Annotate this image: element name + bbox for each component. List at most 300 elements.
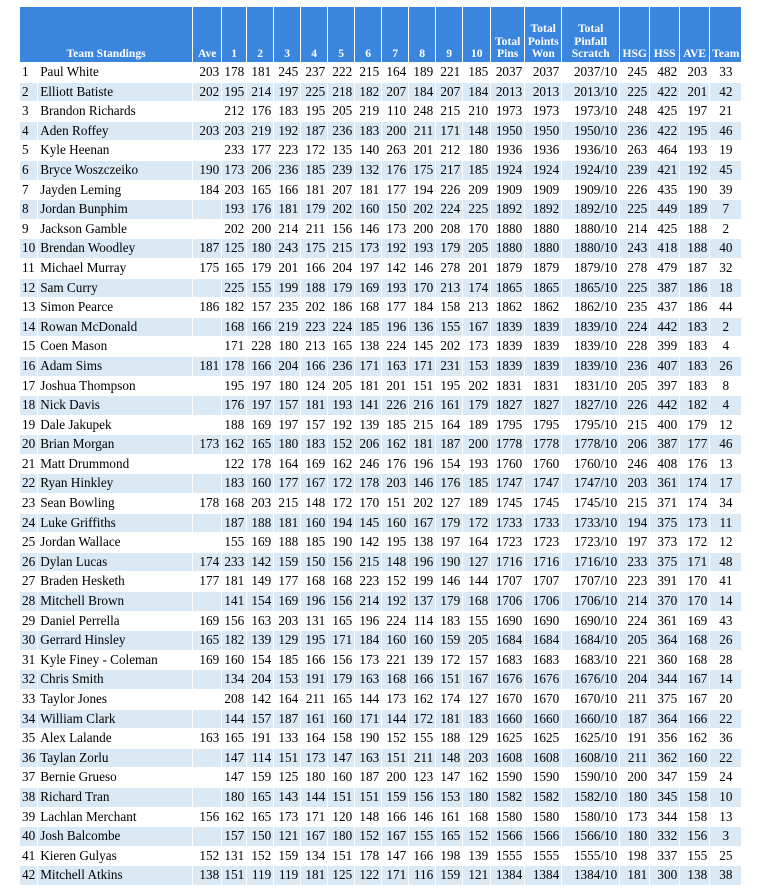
game-5-score-cell: 192 bbox=[328, 415, 355, 435]
game-9-score-cell: 154 bbox=[436, 454, 463, 474]
game-9-score-cell: 181 bbox=[436, 709, 463, 729]
total-pins-cell: 1706 bbox=[491, 592, 525, 612]
game-5-score-cell: 224 bbox=[328, 317, 355, 337]
rank-cell: 18 bbox=[20, 396, 38, 416]
high-single-game-cell: 200 bbox=[620, 768, 650, 788]
game-5-header: 5 bbox=[328, 7, 355, 63]
game-5-score-cell: 172 bbox=[328, 474, 355, 494]
rank-cell: 42 bbox=[20, 866, 38, 886]
game-1-score-cell: 212 bbox=[222, 102, 247, 122]
game-6-score-cell: 181 bbox=[355, 376, 382, 396]
game-7-score-cell: 203 bbox=[382, 474, 409, 494]
total-pinfall-scratch-cell: 1580/10 bbox=[562, 807, 620, 827]
total-pinfall-scratch-cell: 1936/10 bbox=[562, 141, 620, 161]
game-3-score-cell: 164 bbox=[274, 454, 301, 474]
high-single-game-cell: 194 bbox=[620, 513, 650, 533]
high-series-cell: 375 bbox=[650, 513, 680, 533]
game-3-score-cell: 180 bbox=[274, 435, 301, 455]
game-9-score-cell: 159 bbox=[436, 866, 463, 886]
total-pins-cell: 1590 bbox=[491, 768, 525, 788]
game-7-score-cell: 142 bbox=[382, 258, 409, 278]
hss-header: HSS bbox=[650, 7, 680, 63]
game-3-score-cell: 157 bbox=[274, 396, 301, 416]
game-3-score-cell: 151 bbox=[274, 748, 301, 768]
rank-cell: 2 bbox=[20, 82, 38, 102]
rank-cell: 37 bbox=[20, 768, 38, 788]
total-pinfall-scratch-cell: 1745/10 bbox=[562, 494, 620, 514]
game-4-score-cell: 161 bbox=[301, 709, 328, 729]
game-1-score-cell: 165 bbox=[222, 258, 247, 278]
total-pinfall-scratch-cell: 1880/10 bbox=[562, 239, 620, 259]
entering-average-cell: 174 bbox=[193, 552, 222, 572]
average-cell: 169 bbox=[680, 611, 710, 631]
standings-row bbox=[20, 768, 742, 788]
game-1-score-cell: 195 bbox=[222, 82, 247, 102]
entering-average-cell bbox=[193, 748, 222, 768]
standings-row bbox=[20, 435, 742, 455]
game-5-score-cell: 135 bbox=[328, 141, 355, 161]
total-pins-cell: 2037 bbox=[491, 63, 525, 83]
game-4-score-cell: 180 bbox=[301, 768, 328, 788]
team-number-cell: 12 bbox=[710, 533, 742, 553]
rank-cell: 17 bbox=[20, 376, 38, 396]
game-3-score-cell: 177 bbox=[274, 474, 301, 494]
game-7-score-cell: 166 bbox=[382, 807, 409, 827]
game-5-score-cell: 156 bbox=[328, 552, 355, 572]
game-2-score-cell: 188 bbox=[247, 513, 274, 533]
game-8-score-cell: 114 bbox=[409, 611, 436, 631]
total-points-won-cell: 1555 bbox=[525, 846, 562, 866]
game-8-score-cell: 145 bbox=[409, 337, 436, 357]
high-series-cell: 361 bbox=[650, 611, 680, 631]
game-5-score-cell: 160 bbox=[328, 709, 355, 729]
average-cell: 171 bbox=[680, 552, 710, 572]
total-pins-cell: 1745 bbox=[491, 494, 525, 514]
game-1-score-cell: 202 bbox=[222, 219, 247, 239]
total-pinfall-scratch-cell: 1608/10 bbox=[562, 748, 620, 768]
high-single-game-cell: 214 bbox=[620, 592, 650, 612]
standings-row bbox=[20, 533, 742, 553]
rank-cell: 9 bbox=[20, 219, 38, 239]
total-pins-cell: 1936 bbox=[491, 141, 525, 161]
game-5-score-cell: 204 bbox=[328, 258, 355, 278]
game-7-score-cell: 196 bbox=[382, 317, 409, 337]
high-single-game-cell: 180 bbox=[620, 787, 650, 807]
game-2-score-cell: 214 bbox=[247, 82, 274, 102]
game-4-score-cell: 202 bbox=[301, 298, 328, 318]
standings-row bbox=[20, 258, 742, 278]
total-pins-cell: 1707 bbox=[491, 572, 525, 592]
game-2-score-cell: 139 bbox=[247, 631, 274, 651]
total-points-won-cell: 1660 bbox=[525, 709, 562, 729]
game-4-header: 4 bbox=[301, 7, 328, 63]
game-10-score-cell: 179 bbox=[463, 396, 491, 416]
bowler-name-cell: Michael Murray bbox=[38, 258, 193, 278]
total-points-won-cell: 1707 bbox=[525, 572, 562, 592]
game-4-score-cell: 150 bbox=[301, 552, 328, 572]
game-8-score-cell: 211 bbox=[409, 121, 436, 141]
entering-average-cell bbox=[193, 768, 222, 788]
total-points-won-cell: 1973 bbox=[525, 102, 562, 122]
game-7-score-cell: 147 bbox=[382, 846, 409, 866]
game-8-score-cell: 162 bbox=[409, 690, 436, 710]
total-pins-cell: 1827 bbox=[491, 396, 525, 416]
total-pinfall-scratch-cell: 1733/10 bbox=[562, 513, 620, 533]
team-number-cell: 34 bbox=[710, 494, 742, 514]
game-6-score-cell: 144 bbox=[355, 690, 382, 710]
game-8-score-cell: 146 bbox=[409, 474, 436, 494]
game-3-score-cell: 169 bbox=[274, 592, 301, 612]
game-3-header: 3 bbox=[274, 7, 301, 63]
high-series-cell: 364 bbox=[650, 709, 680, 729]
average-cell: 182 bbox=[680, 396, 710, 416]
high-single-game-cell: 187 bbox=[620, 709, 650, 729]
game-7-score-cell: 177 bbox=[382, 180, 409, 200]
game-1-score-cell: 171 bbox=[222, 337, 247, 357]
game-2-score-cell: 180 bbox=[247, 239, 274, 259]
game-7-score-cell: 152 bbox=[382, 729, 409, 749]
game-9-score-cell: 158 bbox=[436, 298, 463, 318]
game-1-header: 1 bbox=[222, 7, 247, 63]
high-series-cell: 300 bbox=[650, 866, 680, 886]
rank-cell: 38 bbox=[20, 787, 38, 807]
standings-row bbox=[20, 102, 742, 122]
high-single-game-cell: 205 bbox=[620, 631, 650, 651]
bowler-name-cell: Sean Bowling bbox=[38, 494, 193, 514]
total-pins-cell: 2013 bbox=[491, 82, 525, 102]
game-8-score-cell: 166 bbox=[409, 846, 436, 866]
game-5-score-cell: 152 bbox=[328, 435, 355, 455]
game-9-score-cell: 174 bbox=[436, 690, 463, 710]
average-cell: 188 bbox=[680, 219, 710, 239]
game-1-score-cell: 144 bbox=[222, 709, 247, 729]
average-cell: 162 bbox=[680, 729, 710, 749]
game-6-score-cell: 184 bbox=[355, 631, 382, 651]
total-pins-cell: 1950 bbox=[491, 121, 525, 141]
average-cell: 176 bbox=[680, 454, 710, 474]
average-header: AVE bbox=[680, 7, 710, 63]
game-6-score-cell: 160 bbox=[355, 200, 382, 220]
average-cell: 186 bbox=[680, 298, 710, 318]
entering-average-cell: 190 bbox=[193, 160, 222, 180]
total-points-won-cell: 1683 bbox=[525, 650, 562, 670]
game-8-score-cell: 151 bbox=[409, 376, 436, 396]
game-5-score-cell: 205 bbox=[328, 102, 355, 122]
game-3-score-cell: 188 bbox=[274, 533, 301, 553]
game-6-score-cell: 214 bbox=[355, 592, 382, 612]
bowler-name-cell: Bryce Woszczeiko bbox=[38, 160, 193, 180]
game-5-score-cell: 125 bbox=[328, 866, 355, 886]
game-2-score-cell: 181 bbox=[247, 63, 274, 83]
average-cell: 177 bbox=[680, 435, 710, 455]
game-4-score-cell: 213 bbox=[301, 337, 328, 357]
high-series-cell: 442 bbox=[650, 396, 680, 416]
total-pins-header-line-2: Pins bbox=[497, 47, 519, 61]
total-pinfall-scratch-cell: 1865/10 bbox=[562, 278, 620, 298]
game-2-score-cell: 142 bbox=[247, 552, 274, 572]
game-2-score-cell: 150 bbox=[247, 827, 274, 847]
high-series-cell: 373 bbox=[650, 533, 680, 553]
entering-average-cell bbox=[193, 337, 222, 357]
game-6-score-cell: 246 bbox=[355, 454, 382, 474]
game-10-score-cell: 152 bbox=[463, 827, 491, 847]
high-single-game-cell: 223 bbox=[620, 572, 650, 592]
game-8-score-cell: 139 bbox=[409, 650, 436, 670]
game-1-score-cell: 160 bbox=[222, 650, 247, 670]
total-pins-cell: 1879 bbox=[491, 258, 525, 278]
game-10-score-cell: 121 bbox=[463, 866, 491, 886]
standings-row bbox=[20, 650, 742, 670]
average-cell: 193 bbox=[680, 141, 710, 161]
bowler-name-cell: Mitchell Brown bbox=[38, 592, 193, 612]
total-pinfall-scratch-cell: 1862/10 bbox=[562, 298, 620, 318]
bowler-name-cell: Lachlan Merchant bbox=[38, 807, 193, 827]
total-pins-cell: 1566 bbox=[491, 827, 525, 847]
game-3-score-cell: 180 bbox=[274, 376, 301, 396]
game-3-score-cell: 133 bbox=[274, 729, 301, 749]
total-pins-cell: 1865 bbox=[491, 278, 525, 298]
bowler-name-cell: Coen Mason bbox=[38, 337, 193, 357]
game-5-score-cell: 151 bbox=[328, 787, 355, 807]
game-10-score-cell: 193 bbox=[463, 454, 491, 474]
total-points-won-cell: 1892 bbox=[525, 200, 562, 220]
entering-average-cell bbox=[193, 278, 222, 298]
game-9-score-cell: 212 bbox=[436, 141, 463, 161]
total-pins-cell: 1555 bbox=[491, 846, 525, 866]
bowler-name-cell: Paul White bbox=[38, 63, 193, 83]
game-10-score-cell: 189 bbox=[463, 415, 491, 435]
rank-cell: 7 bbox=[20, 180, 38, 200]
standings-row bbox=[20, 337, 742, 357]
game-10-header: 10 bbox=[463, 7, 491, 63]
game-6-score-cell: 215 bbox=[355, 63, 382, 83]
game-2-score-cell: 160 bbox=[247, 474, 274, 494]
header-row bbox=[20, 7, 742, 63]
total-points-won-cell: 1580 bbox=[525, 807, 562, 827]
total-pinfall-scratch-cell: 1660/10 bbox=[562, 709, 620, 729]
game-8-score-cell: 146 bbox=[409, 258, 436, 278]
team-number-cell: 18 bbox=[710, 278, 742, 298]
average-cell: 167 bbox=[680, 690, 710, 710]
high-single-game-cell: 197 bbox=[620, 533, 650, 553]
high-series-cell: 464 bbox=[650, 141, 680, 161]
bowler-name-cell: Bernie Grueso bbox=[38, 768, 193, 788]
standings-row bbox=[20, 494, 742, 514]
game-6-score-cell: 139 bbox=[355, 415, 382, 435]
game-8-score-cell: 216 bbox=[409, 396, 436, 416]
game-4-score-cell: 185 bbox=[301, 160, 328, 180]
game-5-score-cell: 218 bbox=[328, 82, 355, 102]
bowler-name-cell: Ryan Hinkley bbox=[38, 474, 193, 494]
total-points-won-cell: 1716 bbox=[525, 552, 562, 572]
game-10-score-cell: 127 bbox=[463, 690, 491, 710]
game-1-score-cell: 165 bbox=[222, 729, 247, 749]
high-series-cell: 375 bbox=[650, 690, 680, 710]
game-4-score-cell: 169 bbox=[301, 454, 328, 474]
bowler-name-cell: Sam Curry bbox=[38, 278, 193, 298]
high-single-game-cell: 226 bbox=[620, 396, 650, 416]
high-series-cell: 344 bbox=[650, 807, 680, 827]
high-series-cell: 391 bbox=[650, 572, 680, 592]
total-points-won-cell: 1839 bbox=[525, 337, 562, 357]
game-1-score-cell: 182 bbox=[222, 631, 247, 651]
rank-cell: 30 bbox=[20, 631, 38, 651]
game-3-score-cell: 192 bbox=[274, 121, 301, 141]
game-8-score-cell: 116 bbox=[409, 866, 436, 886]
high-single-game-cell: 243 bbox=[620, 239, 650, 259]
bowler-name-cell: Mitchell Atkins bbox=[38, 866, 193, 886]
game-3-score-cell: 214 bbox=[274, 219, 301, 239]
total-pinfall-scratch-cell: 1590/10 bbox=[562, 768, 620, 788]
bowler-name-cell: Taylan Zorlu bbox=[38, 748, 193, 768]
rank-cell: 11 bbox=[20, 258, 38, 278]
high-single-game-cell: 180 bbox=[620, 827, 650, 847]
game-6-score-cell: 168 bbox=[355, 298, 382, 318]
game-8-score-cell: 181 bbox=[409, 435, 436, 455]
total-pinfall-scratch-cell: 1747/10 bbox=[562, 474, 620, 494]
game-5-score-cell: 162 bbox=[328, 454, 355, 474]
average-cell: 170 bbox=[680, 572, 710, 592]
game-10-score-cell: 200 bbox=[463, 435, 491, 455]
game-4-score-cell: 211 bbox=[301, 219, 328, 239]
average-cell: 188 bbox=[680, 239, 710, 259]
game-6-score-cell: 145 bbox=[355, 513, 382, 533]
rank-cell: 26 bbox=[20, 552, 38, 572]
game-5-score-cell: 165 bbox=[328, 337, 355, 357]
standings-row bbox=[20, 317, 742, 337]
game-2-score-cell: 176 bbox=[247, 102, 274, 122]
high-single-game-cell: 224 bbox=[620, 317, 650, 337]
entering-average-cell: 169 bbox=[193, 611, 222, 631]
standings-row bbox=[20, 670, 742, 690]
game-8-score-cell: 200 bbox=[409, 219, 436, 239]
total-points-won-cell: 1745 bbox=[525, 494, 562, 514]
high-single-game-cell: 224 bbox=[620, 611, 650, 631]
game-6-score-cell: 171 bbox=[355, 709, 382, 729]
average-cell: 183 bbox=[680, 337, 710, 357]
bowler-name-cell: Kyle Heenan bbox=[38, 141, 193, 161]
total-points-won-header-line-3: Won bbox=[531, 47, 555, 61]
bowler-name-cell: Brandon Richards bbox=[38, 102, 193, 122]
entering-average-cell bbox=[193, 670, 222, 690]
team-number-header: Team bbox=[710, 7, 742, 63]
game-10-score-cell: 155 bbox=[463, 611, 491, 631]
standings-row bbox=[20, 141, 742, 161]
total-pins-cell: 1683 bbox=[491, 650, 525, 670]
game-9-score-cell: 179 bbox=[436, 513, 463, 533]
game-4-score-cell: 175 bbox=[301, 239, 328, 259]
game-5-score-cell: 156 bbox=[328, 219, 355, 239]
game-8-score-cell: 199 bbox=[409, 572, 436, 592]
average-cell: 195 bbox=[680, 121, 710, 141]
game-10-score-cell: 167 bbox=[463, 317, 491, 337]
game-4-score-cell: 144 bbox=[301, 787, 328, 807]
total-points-won-cell: 1778 bbox=[525, 435, 562, 455]
total-points-won-cell: 1608 bbox=[525, 748, 562, 768]
game-8-score-cell: 196 bbox=[409, 552, 436, 572]
game-7-score-cell: 151 bbox=[382, 748, 409, 768]
total-points-won-cell: 1625 bbox=[525, 729, 562, 749]
entering-average-cell: 177 bbox=[193, 572, 222, 592]
entering-average-cell: 152 bbox=[193, 846, 222, 866]
entering-average-cell bbox=[193, 827, 222, 847]
game-1-score-cell: 183 bbox=[222, 474, 247, 494]
total-pins-cell: 1760 bbox=[491, 454, 525, 474]
rank-cell: 1 bbox=[20, 63, 38, 83]
game-10-score-cell: 203 bbox=[463, 748, 491, 768]
team-number-cell: 45 bbox=[710, 160, 742, 180]
high-series-cell: 399 bbox=[650, 337, 680, 357]
total-pins-cell: 1582 bbox=[491, 787, 525, 807]
game-4-score-cell: 166 bbox=[301, 650, 328, 670]
game-9-score-cell: 146 bbox=[436, 572, 463, 592]
team-number-cell: 12 bbox=[710, 415, 742, 435]
entering-average-cell bbox=[193, 454, 222, 474]
high-single-game-cell: 211 bbox=[620, 690, 650, 710]
total-pinfall-scratch-cell: 1950/10 bbox=[562, 121, 620, 141]
game-8-score-cell: 202 bbox=[409, 200, 436, 220]
team-number-cell: 13 bbox=[710, 454, 742, 474]
team-number-cell: 11 bbox=[710, 513, 742, 533]
total-pinfall-scratch-cell: 1706/10 bbox=[562, 592, 620, 612]
total-pinfall-scratch-cell: 1716/10 bbox=[562, 552, 620, 572]
average-cell: 201 bbox=[680, 82, 710, 102]
total-pins-cell: 1880 bbox=[491, 219, 525, 239]
game-8-score-cell: 211 bbox=[409, 748, 436, 768]
team-number-cell: 42 bbox=[710, 82, 742, 102]
total-pins-cell: 1384 bbox=[491, 866, 525, 886]
total-pinfall-scratch-cell: 1839/10 bbox=[562, 337, 620, 357]
game-2-score-cell: 228 bbox=[247, 337, 274, 357]
game-10-score-cell: 210 bbox=[463, 102, 491, 122]
high-series-cell: 479 bbox=[650, 258, 680, 278]
game-5-score-cell: 156 bbox=[328, 650, 355, 670]
total-points-won-cell: 1795 bbox=[525, 415, 562, 435]
game-5-score-cell: 160 bbox=[328, 768, 355, 788]
game-4-score-cell: 160 bbox=[301, 513, 328, 533]
game-9-score-cell: 161 bbox=[436, 807, 463, 827]
game-5-score-cell: 207 bbox=[328, 180, 355, 200]
entering-average-cell bbox=[193, 219, 222, 239]
game-5-score-cell: 239 bbox=[328, 160, 355, 180]
high-series-cell: 361 bbox=[650, 474, 680, 494]
game-2-score-cell: 165 bbox=[247, 807, 274, 827]
game-9-score-cell: 226 bbox=[436, 180, 463, 200]
high-series-cell: 442 bbox=[650, 317, 680, 337]
game-8-score-cell: 196 bbox=[409, 454, 436, 474]
game-4-score-cell: 187 bbox=[301, 121, 328, 141]
game-7-score-cell: 176 bbox=[382, 160, 409, 180]
game-1-score-cell: 188 bbox=[222, 415, 247, 435]
game-4-score-cell: 131 bbox=[301, 611, 328, 631]
game-8-score-cell: 202 bbox=[409, 494, 436, 514]
game-10-score-cell: 185 bbox=[463, 160, 491, 180]
standings-row bbox=[20, 396, 742, 416]
game-6-score-cell: 142 bbox=[355, 533, 382, 553]
entering-average-cell: 175 bbox=[193, 258, 222, 278]
game-8-score-cell: 248 bbox=[409, 102, 436, 122]
game-3-score-cell: 181 bbox=[274, 200, 301, 220]
high-single-game-cell: 203 bbox=[620, 474, 650, 494]
game-1-score-cell: 178 bbox=[222, 356, 247, 376]
game-4-score-cell: 181 bbox=[301, 866, 328, 886]
game-5-score-cell: 202 bbox=[328, 200, 355, 220]
average-cell: 173 bbox=[680, 513, 710, 533]
team-number-cell: 48 bbox=[710, 552, 742, 572]
game-7-score-cell: 200 bbox=[382, 121, 409, 141]
high-single-game-cell: 198 bbox=[620, 846, 650, 866]
game-9-score-cell: 183 bbox=[436, 611, 463, 631]
